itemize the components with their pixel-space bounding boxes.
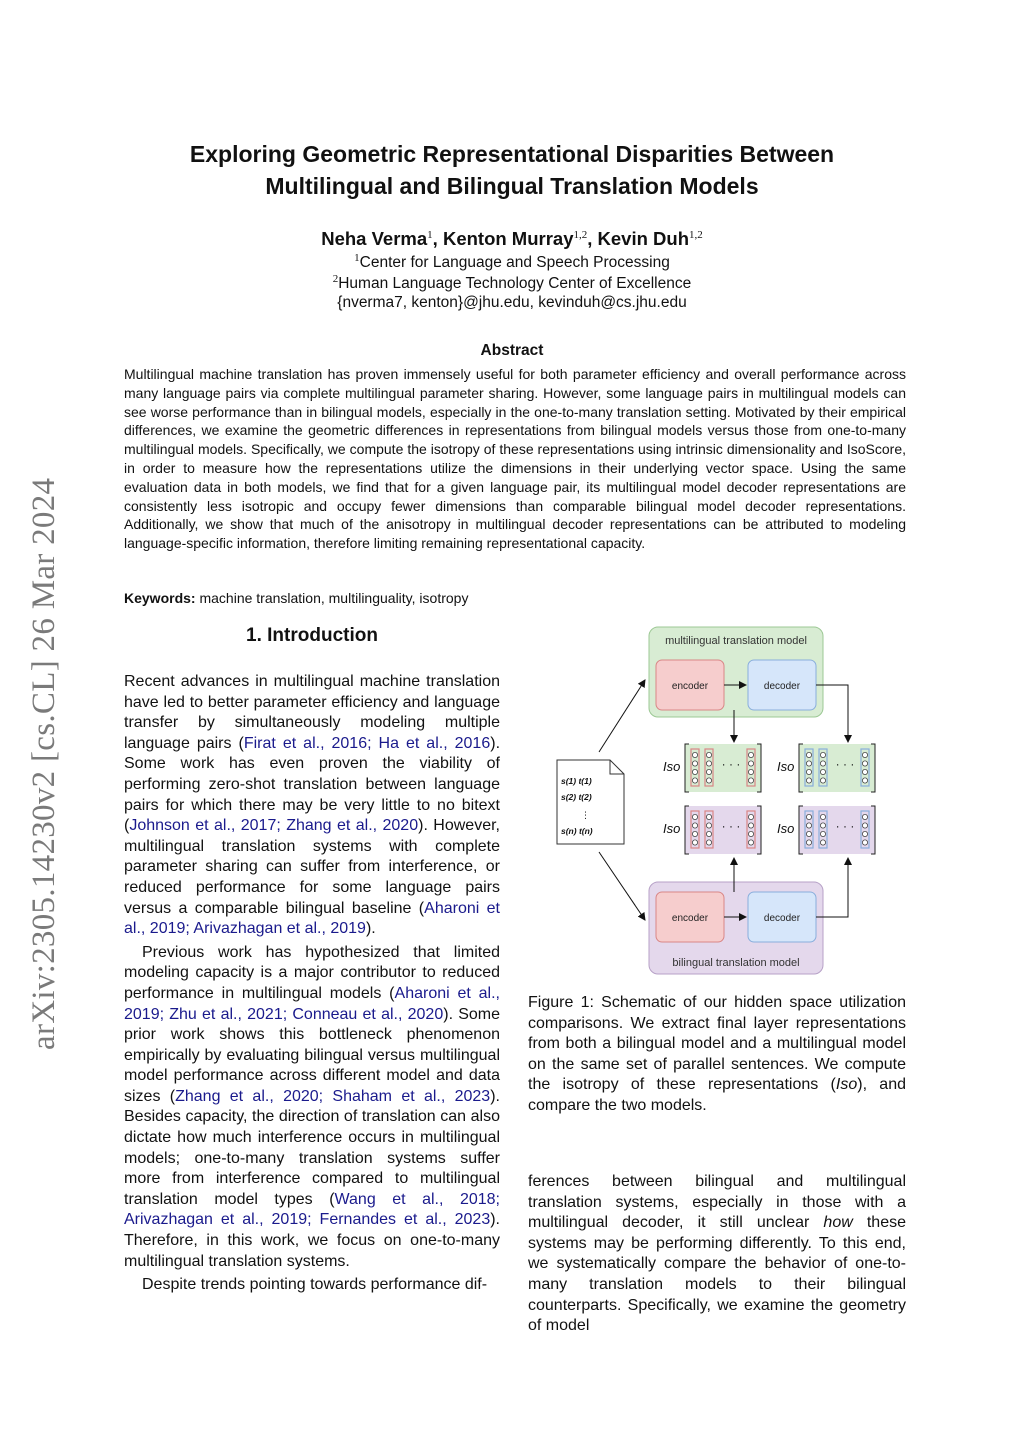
affiliation-2: $^2$Human Language Technology Center of Excellence	[332, 273, 692, 293]
iso-block-bilingual-encoder	[663, 806, 761, 854]
bilingual-model-label: bilingual translation model	[672, 957, 800, 969]
title-line-2: Multilingual and Bilingual Translation Models	[265, 173, 759, 199]
abstract-heading: Abstract	[480, 342, 544, 359]
figure-1-schematic	[552, 620, 914, 980]
intro-paragraph-2: Previous work has hypothesized that limited modeling capacity is a major contributor to reduced performance in multilingual models (Aharoni et al., 2019; Zhu et al., 2021; Conneau et al., 2020). Some prior work shows this bottleneck phenomenon empirically by evaluating bilingual versus multilingual model performance across different model and data sizes (Zhang et al., 2020; Shaham et al., 2023). Besides capacity, the direction of translation can also dictate how much interference occurs in multilingual models; one-to-many translation systems suffer more from interference compared to multilingual translation model types (Wang et al., 2018; Arivazhagan et al., 2019; Fernandes et al., 2023). Therefore, in this work, we focus on one-to-many multilingual translation systems.	[124, 943, 501, 1270]
iso-block-bilingual-decoder	[777, 806, 875, 854]
doc-line-2: s(2) t(2)	[561, 792, 592, 802]
author-affiliation-mark: 1,2	[689, 228, 703, 241]
doc-line-3: s(n) t(n)	[561, 826, 593, 836]
iso-block-multilingual-decoder	[777, 744, 875, 792]
author-emails: {nverma7, kenton}@jhu.edu, kevinduh@cs.jhu.edu	[337, 294, 687, 311]
author-list: Neha Verma$^1$, Kenton Murray$^{1,2}$, Kevin Duh$^{1,2}$	[321, 228, 703, 249]
doc-vertical-ellipsis: ⋮	[581, 810, 590, 820]
citation-link[interactable]: Aharoni et al., 2019; Arivazhagan et al., 2019	[124, 899, 501, 938]
iso-label: Iso	[663, 759, 681, 774]
encoder-label: encoder	[671, 913, 709, 924]
left-column	[124, 672, 500, 1296]
decoder-label: decoder	[763, 681, 801, 692]
doc-line-1: s(1) t(1)	[561, 776, 592, 786]
citation-link[interactable]: Zhang et al., 2020; Shaham et al., 2023	[175, 1087, 491, 1105]
iso-label: Iso	[777, 821, 795, 836]
encoder-label: encoder	[671, 681, 709, 692]
citation-link[interactable]: Firat et al., 2016; Ha et al., 2016	[243, 734, 491, 752]
intro-paragraph-3: Despite trends pointing towards performance dif-	[142, 1276, 488, 1294]
decoder-label: decoder	[763, 913, 801, 924]
citation-link[interactable]: Wang et al., 2018; Arivazhagan et al., 2019; Fernandes et al., 2023	[124, 1190, 500, 1229]
keywords	[124, 590, 468, 606]
iso-block-multilingual-encoder	[663, 744, 761, 792]
intro-paragraph-1: Recent advances in multilingual machine translation have led to better parameter efficiency and language transfer by simultaneously modeling multiple language pairs (Firat et al., 2016; Ha et al., 2016). Some work has even proven the viability of performing zero-shot translation between language pairs for which there may be very little to no bitext (Johnson et al., 2017; Zhang et al., 2020). However, multilingual translation systems with complete parameter sharing can suffer from interference, or reduced performance for some language pairs versus a comparable bilingual baseline (Aharoni et al., 2019; Arivazhagan et al., 2019).	[124, 673, 501, 938]
author-affiliation-mark: 1,2	[573, 228, 588, 241]
paper-title	[100, 138, 924, 202]
intro-paragraph-continued: ferences between bilingual and multilingual translation systems, especially in those with a multilingual decoder, it still unclear how these systems may be performing differently. To this end, we systematically compare the behavior of one-to-many translation models to their bilingual counterparts. Specifically, we examine the geometry of model	[528, 1173, 907, 1335]
citation-link[interactable]: Johnson et al., 2017; Zhang et al., 2020	[129, 817, 419, 835]
author-affiliation-mark: 1	[427, 228, 433, 241]
iso-label: Iso	[663, 821, 681, 836]
author-name: Kenton Murray	[442, 228, 574, 249]
vector-ellipsis: · · ·	[721, 757, 741, 771]
right-column	[528, 1172, 906, 1337]
author-name: Neha Verma	[321, 228, 428, 249]
keywords-label: Keywords:	[124, 590, 196, 606]
keywords-text: machine translation, multilinguality, isotropy	[195, 590, 469, 606]
citation-link[interactable]: Aharoni et al., 2019; Zhu et al., 2021; Conneau et al., 2020	[124, 984, 500, 1023]
figure-1-caption: Figure 1: Schematic of our hidden space utilization comparisons. We extract final layer representations from both a bilingual model and a multilingual model on the same set of parallel sentences. We compute the isotropy of these representations (Iso), and compare the two models.	[528, 994, 907, 1114]
abstract-text: Multilingual machine translation has proven immensely useful for both parameter efficiency and overall performance across many language pairs via complete multilingual parameter sharing. However, some language pairs in multilingual models can see worse performance than in bilingual models, especially in the one-to-many translation setting. Motivated by their empirical differences, we examine the geometric differences in representations from bilingual models versus those from one-to-many multilingual models. Specifically, we compute the isotropy of these representations using intrinsic dimensionality and IsoScore, in order to measure how the representations utilize the dimensions in their underlying vector space. Using the same evaluation data in both models, we find that for a given language pair, its multilingual model decoder representations are consistently less isotropic and occupy fewer dimensions than comparable bilingual model decoder representations. Additionally, we show that much of the anisotropy in multilingual decoder representations can be attributed to modeling language-specific information, therefore limiting remaining representational capacity.	[124, 366, 906, 552]
vector-ellipsis: · · ·	[835, 819, 855, 833]
vector-ellipsis: · · ·	[835, 757, 855, 771]
affiliation-1: $^1$Center for Language and Speech Processing	[354, 252, 670, 272]
multilingual-model-label: multilingual translation model	[665, 635, 807, 647]
arxiv-sidebar-stamp: arXiv:2305.14230v2 [cs.CL] 26 Mar 2024	[26, 477, 62, 1050]
author-name: Kevin Duh	[597, 228, 690, 249]
title-line-1: Exploring Geometric Representational Disparities Between	[189, 141, 835, 167]
vector-ellipsis: · · ·	[721, 819, 741, 833]
section-heading-introduction: 1. Introduction	[246, 625, 378, 646]
iso-label: Iso	[777, 759, 795, 774]
